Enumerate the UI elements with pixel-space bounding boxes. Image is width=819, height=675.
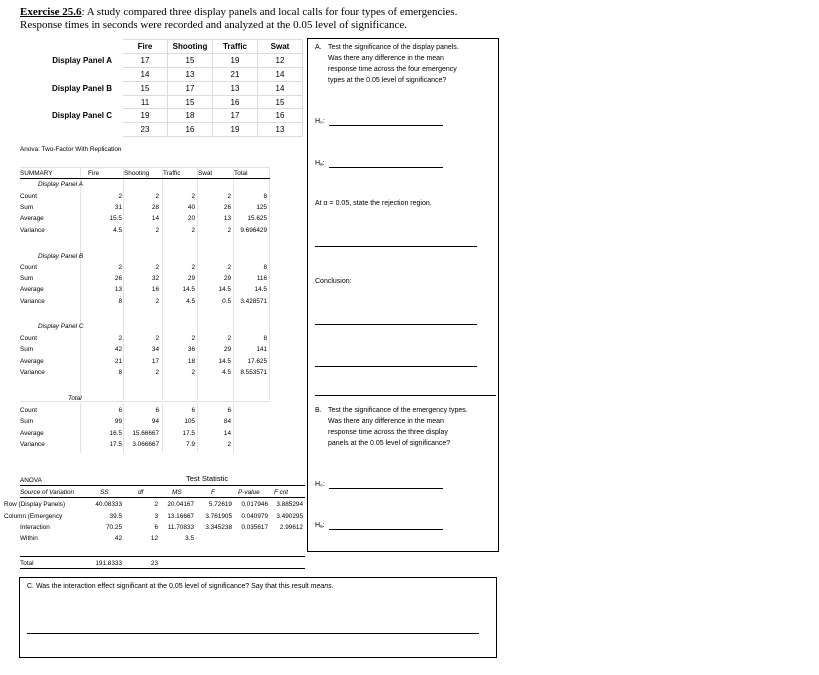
cell: 2 bbox=[227, 335, 231, 342]
cell: 34 bbox=[151, 346, 159, 353]
exercise-title bbox=[20, 6, 457, 32]
anova-cell: 2 bbox=[154, 501, 158, 508]
part-b-line: response time across the three display bbox=[328, 429, 448, 436]
cell: 16 bbox=[151, 286, 159, 293]
part-a-line: types at the 0.05 level of significance? bbox=[328, 77, 447, 84]
cell: 2 bbox=[227, 227, 231, 234]
col-header-traffic: Traffic bbox=[213, 40, 258, 54]
cell: 4.5 bbox=[186, 298, 195, 305]
anova-cell: 3.761905 bbox=[205, 513, 232, 520]
null-hypothesis-blank-b[interactable] bbox=[329, 488, 443, 489]
anova-total-label: Total bbox=[20, 560, 34, 567]
cell: 2 bbox=[227, 441, 231, 448]
table-cell: 13 bbox=[258, 123, 303, 137]
row-label: Sum bbox=[20, 275, 34, 282]
cell: 8 bbox=[263, 264, 267, 271]
part-c-text: C. Was the interaction effect significant at the 0.05 level of significance? Say that this result bbox=[27, 583, 311, 590]
anova-col-ss: SS bbox=[100, 489, 109, 496]
summary-col-fire: Fire bbox=[88, 170, 100, 177]
anova-col-ms: MS bbox=[172, 489, 182, 496]
anova-cell: 3 bbox=[154, 513, 158, 520]
conclusion-blank-1[interactable] bbox=[315, 324, 477, 325]
anova-output-title: Anova: Two-Factor With Replication bbox=[20, 146, 122, 153]
part-a-question bbox=[328, 42, 496, 86]
anova-source-label: Row (Display Panels) bbox=[4, 501, 66, 508]
cell: 6 bbox=[227, 407, 231, 414]
anova-cell: 12 bbox=[150, 535, 158, 542]
cell: 15.625 bbox=[247, 215, 267, 222]
row-label: Variance bbox=[20, 369, 45, 376]
table-cell: 13 bbox=[168, 67, 213, 81]
anova-cell: 70.25 bbox=[106, 524, 122, 531]
conclusion-label: Conclusion: bbox=[315, 278, 352, 285]
summary-col-shooting: Shooting bbox=[124, 170, 150, 177]
conclusion-blank-2[interactable] bbox=[315, 366, 477, 367]
exercise-number: Exercise 25.6 bbox=[20, 6, 82, 18]
cell: 141 bbox=[256, 346, 267, 353]
table-cell: 17 bbox=[123, 53, 168, 67]
cell: 2 bbox=[118, 264, 122, 271]
summary-col-swat: Swat bbox=[198, 170, 213, 177]
table-cell: 15 bbox=[168, 95, 213, 109]
cell: 2 bbox=[227, 264, 231, 271]
part-a-line: response time across the four emergency bbox=[328, 66, 457, 73]
anova-cell: 40.08333 bbox=[95, 501, 122, 508]
anova-col-f: F bbox=[211, 489, 215, 496]
summary-label: SUMMARY bbox=[20, 170, 53, 177]
answer-panel bbox=[307, 38, 499, 552]
alt-hypothesis-label-b: Hₐ: bbox=[315, 522, 325, 529]
table-cell: 19 bbox=[213, 123, 258, 137]
cell: 13 bbox=[223, 215, 231, 222]
anova-cell: 3.885294 bbox=[276, 501, 303, 508]
anova-cell: 3.345238 bbox=[205, 524, 232, 531]
exercise-description-2: Response times in seconds were recorded and analyzed at the 0.05 level of significance. bbox=[20, 19, 407, 31]
anova-cell: 13.16667 bbox=[167, 513, 194, 520]
cell: 21 bbox=[114, 358, 122, 365]
part-c-answer-blank[interactable] bbox=[27, 633, 479, 634]
block-label: Display Panel B bbox=[38, 253, 84, 260]
row-label: Count bbox=[20, 407, 38, 414]
part-a-heading: Test the significance of the display panels. bbox=[328, 44, 459, 51]
cell: 116 bbox=[256, 275, 267, 282]
anova-cell: 42 bbox=[114, 535, 122, 542]
cell: 2 bbox=[155, 298, 159, 305]
cell: 2 bbox=[155, 227, 159, 234]
row-label: Count bbox=[20, 193, 38, 200]
cell: 2 bbox=[155, 264, 159, 271]
cell: 14 bbox=[223, 430, 231, 437]
cell: 14 bbox=[151, 215, 159, 222]
table-cell: 15 bbox=[168, 53, 213, 67]
part-b-letter: B. bbox=[315, 407, 322, 414]
cell: 2 bbox=[191, 227, 195, 234]
cell: 20 bbox=[187, 215, 195, 222]
table-cell: 15 bbox=[258, 95, 303, 109]
table-cell: 14 bbox=[258, 67, 303, 81]
table-cell: 16 bbox=[258, 109, 303, 123]
table-cell: 16 bbox=[213, 95, 258, 109]
null-hypothesis-blank[interactable] bbox=[329, 125, 443, 126]
cell: 3.066667 bbox=[132, 441, 159, 448]
cell: 28 bbox=[151, 204, 159, 211]
cell: 6 bbox=[118, 407, 122, 414]
row-label: Count bbox=[20, 335, 38, 342]
table-cell: 21 bbox=[213, 67, 258, 81]
table-cell: 12 bbox=[258, 53, 303, 67]
row-label: Sum bbox=[20, 346, 34, 353]
anova-total-ss: 191.8333 bbox=[95, 560, 122, 567]
cell: 14.5 bbox=[218, 286, 231, 293]
cell: 2 bbox=[191, 193, 195, 200]
table-cell: 19 bbox=[123, 109, 168, 123]
table-cell: 18 bbox=[168, 109, 213, 123]
summary-col-total: Total bbox=[234, 170, 248, 177]
summary-col-traffic: Traffic bbox=[163, 170, 181, 177]
section-divider bbox=[315, 395, 496, 396]
cell: 2 bbox=[155, 335, 159, 342]
cell: 2 bbox=[227, 193, 231, 200]
table-cell: 13 bbox=[213, 81, 258, 95]
cell: 8 bbox=[263, 335, 267, 342]
cell: 26 bbox=[223, 204, 231, 211]
cell: 7.9 bbox=[186, 441, 195, 448]
cell: 99 bbox=[114, 418, 122, 425]
row-label: Variance bbox=[20, 441, 45, 448]
row-label: Average bbox=[20, 358, 44, 365]
cell: 18 bbox=[187, 358, 195, 365]
exercise-description-1: : A study compared three display panels and local calls for four types of emergencies. bbox=[81, 6, 458, 18]
cell: 26 bbox=[114, 275, 122, 282]
cell: 36 bbox=[187, 346, 195, 353]
block-label: Display Panel A bbox=[38, 181, 83, 188]
anova-cell: 0.035617 bbox=[241, 524, 268, 531]
part-b-line: panels at the 0.05 level of significance? bbox=[328, 440, 451, 447]
part-c-question bbox=[27, 581, 493, 592]
part-b-line: Was there any difference in the mean bbox=[328, 418, 444, 425]
part-c-suffix: . bbox=[331, 583, 334, 590]
table-cell: 14 bbox=[258, 81, 303, 95]
cell: 42 bbox=[114, 346, 122, 353]
cell: 17.5 bbox=[182, 430, 195, 437]
anova-cell: 2.99612 bbox=[279, 524, 303, 531]
table-cell: 17 bbox=[213, 109, 258, 123]
cell: 9.696429 bbox=[240, 227, 267, 234]
cell: 2 bbox=[118, 335, 122, 342]
null-hypothesis-label-b: H₀: bbox=[315, 481, 325, 488]
group-label: Display Panel B bbox=[51, 83, 112, 93]
col-header-shooting: Shooting bbox=[168, 40, 213, 54]
part-b-question bbox=[328, 405, 496, 449]
cell: 14.5 bbox=[254, 286, 267, 293]
cell: 105 bbox=[184, 418, 195, 425]
table-cell: 15 bbox=[123, 81, 168, 95]
row-label: Average bbox=[20, 286, 44, 293]
table-cell: 23 bbox=[123, 123, 168, 137]
col-header-fire: Fire bbox=[123, 40, 168, 54]
row-label: Average bbox=[20, 215, 44, 222]
cell: 29 bbox=[187, 275, 195, 282]
table-cell: 17 bbox=[168, 81, 213, 95]
cell: 16.5 bbox=[109, 430, 122, 437]
anova-cell: 20.04167 bbox=[167, 501, 194, 508]
anova-cell: 3.490295 bbox=[276, 513, 303, 520]
cell: 3.428571 bbox=[240, 298, 267, 305]
cell: 14.5 bbox=[218, 358, 231, 365]
cell: 32 bbox=[151, 275, 159, 282]
part-a-line: Was there any difference in the mean bbox=[328, 55, 444, 62]
row-label: Average bbox=[20, 430, 44, 437]
anova-source-label: Within bbox=[20, 535, 38, 542]
cell: 8 bbox=[118, 298, 122, 305]
row-label: Count bbox=[20, 264, 38, 271]
part-b-heading: Test the significance of the emergency types. bbox=[328, 407, 468, 414]
part-c-emphasis: means bbox=[310, 583, 332, 590]
group-label: Display Panel A bbox=[52, 55, 112, 65]
row-label: Sum bbox=[20, 204, 34, 211]
cell: 14.5 bbox=[182, 286, 195, 293]
cell: 4.5 bbox=[222, 369, 231, 376]
row-label: Sum bbox=[20, 418, 34, 425]
test-statistic-label: Test Statistic bbox=[186, 474, 229, 483]
table-cell: 14 bbox=[123, 67, 168, 81]
anova-cell: 6 bbox=[154, 524, 158, 531]
anova-col-pvalue: P-value bbox=[238, 489, 260, 496]
anova-source-label: Column (Emergency bbox=[4, 513, 63, 520]
data-table bbox=[19, 39, 303, 137]
cell: 40 bbox=[187, 204, 195, 211]
cell: 2 bbox=[155, 369, 159, 376]
alt-hypothesis-label: Hₐ: bbox=[315, 160, 325, 167]
cell: 15.66667 bbox=[132, 430, 159, 437]
rejection-region-blank[interactable] bbox=[315, 246, 477, 247]
cell: 6 bbox=[155, 407, 159, 414]
cell: 94 bbox=[151, 418, 159, 425]
cell: 2 bbox=[191, 264, 195, 271]
anova-col-df: df bbox=[138, 489, 144, 496]
cell: 8.553571 bbox=[240, 369, 267, 376]
group-label: Display Panel C bbox=[51, 111, 112, 121]
anova-cell: 0.017946 bbox=[241, 501, 268, 508]
alt-hypothesis-blank[interactable] bbox=[329, 167, 443, 168]
cell: 2 bbox=[191, 369, 195, 376]
cell: 17.5 bbox=[109, 441, 122, 448]
anova-label: ANOVA bbox=[20, 477, 42, 484]
anova-cell: 3.5 bbox=[185, 535, 194, 542]
anova-cell: 11.70833 bbox=[167, 524, 194, 531]
cell: 13 bbox=[114, 286, 122, 293]
cell: 2 bbox=[155, 193, 159, 200]
row-label: Variance bbox=[20, 227, 45, 234]
col-header-swat: Swat bbox=[258, 40, 303, 54]
cell: 29 bbox=[223, 346, 231, 353]
anova-cell: 39.5 bbox=[109, 513, 122, 520]
part-c-box bbox=[19, 577, 497, 658]
cell: 0.5 bbox=[222, 298, 231, 305]
block-label: Display Panel C bbox=[38, 323, 84, 330]
cell: 17.625 bbox=[247, 358, 267, 365]
cell: 17 bbox=[151, 358, 159, 365]
row-label: Variance bbox=[20, 298, 45, 305]
cell: 4.5 bbox=[113, 227, 122, 234]
cell: 125 bbox=[256, 204, 267, 211]
block-label: Total bbox=[68, 395, 82, 402]
table-cell: 19 bbox=[213, 53, 258, 67]
cell: 8 bbox=[263, 193, 267, 200]
table-cell: 11 bbox=[123, 95, 168, 109]
anova-col-source: Source of Variation bbox=[20, 489, 75, 496]
cell: 84 bbox=[223, 418, 231, 425]
null-hypothesis-label: H₀: bbox=[315, 118, 325, 125]
cell: 6 bbox=[191, 407, 195, 414]
cell: 31 bbox=[114, 204, 122, 211]
cell: 2 bbox=[118, 193, 122, 200]
cell: 29 bbox=[223, 275, 231, 282]
cell: 2 bbox=[191, 335, 195, 342]
alt-hypothesis-blank-b[interactable] bbox=[329, 529, 443, 530]
table-cell: 16 bbox=[168, 123, 213, 137]
anova-source-label: Interaction bbox=[20, 524, 50, 531]
anova-col-fcrit: F crit bbox=[274, 489, 289, 496]
anova-cell: 0.040979 bbox=[241, 513, 268, 520]
anova-total-df: 23 bbox=[150, 560, 158, 567]
rejection-region-prompt: At α = 0.05, state the rejection region. bbox=[315, 200, 432, 207]
cell: 8 bbox=[118, 369, 122, 376]
part-a-letter: A. bbox=[315, 44, 322, 51]
cell: 15.5 bbox=[109, 215, 122, 222]
anova-cell: 5.72619 bbox=[208, 501, 232, 508]
